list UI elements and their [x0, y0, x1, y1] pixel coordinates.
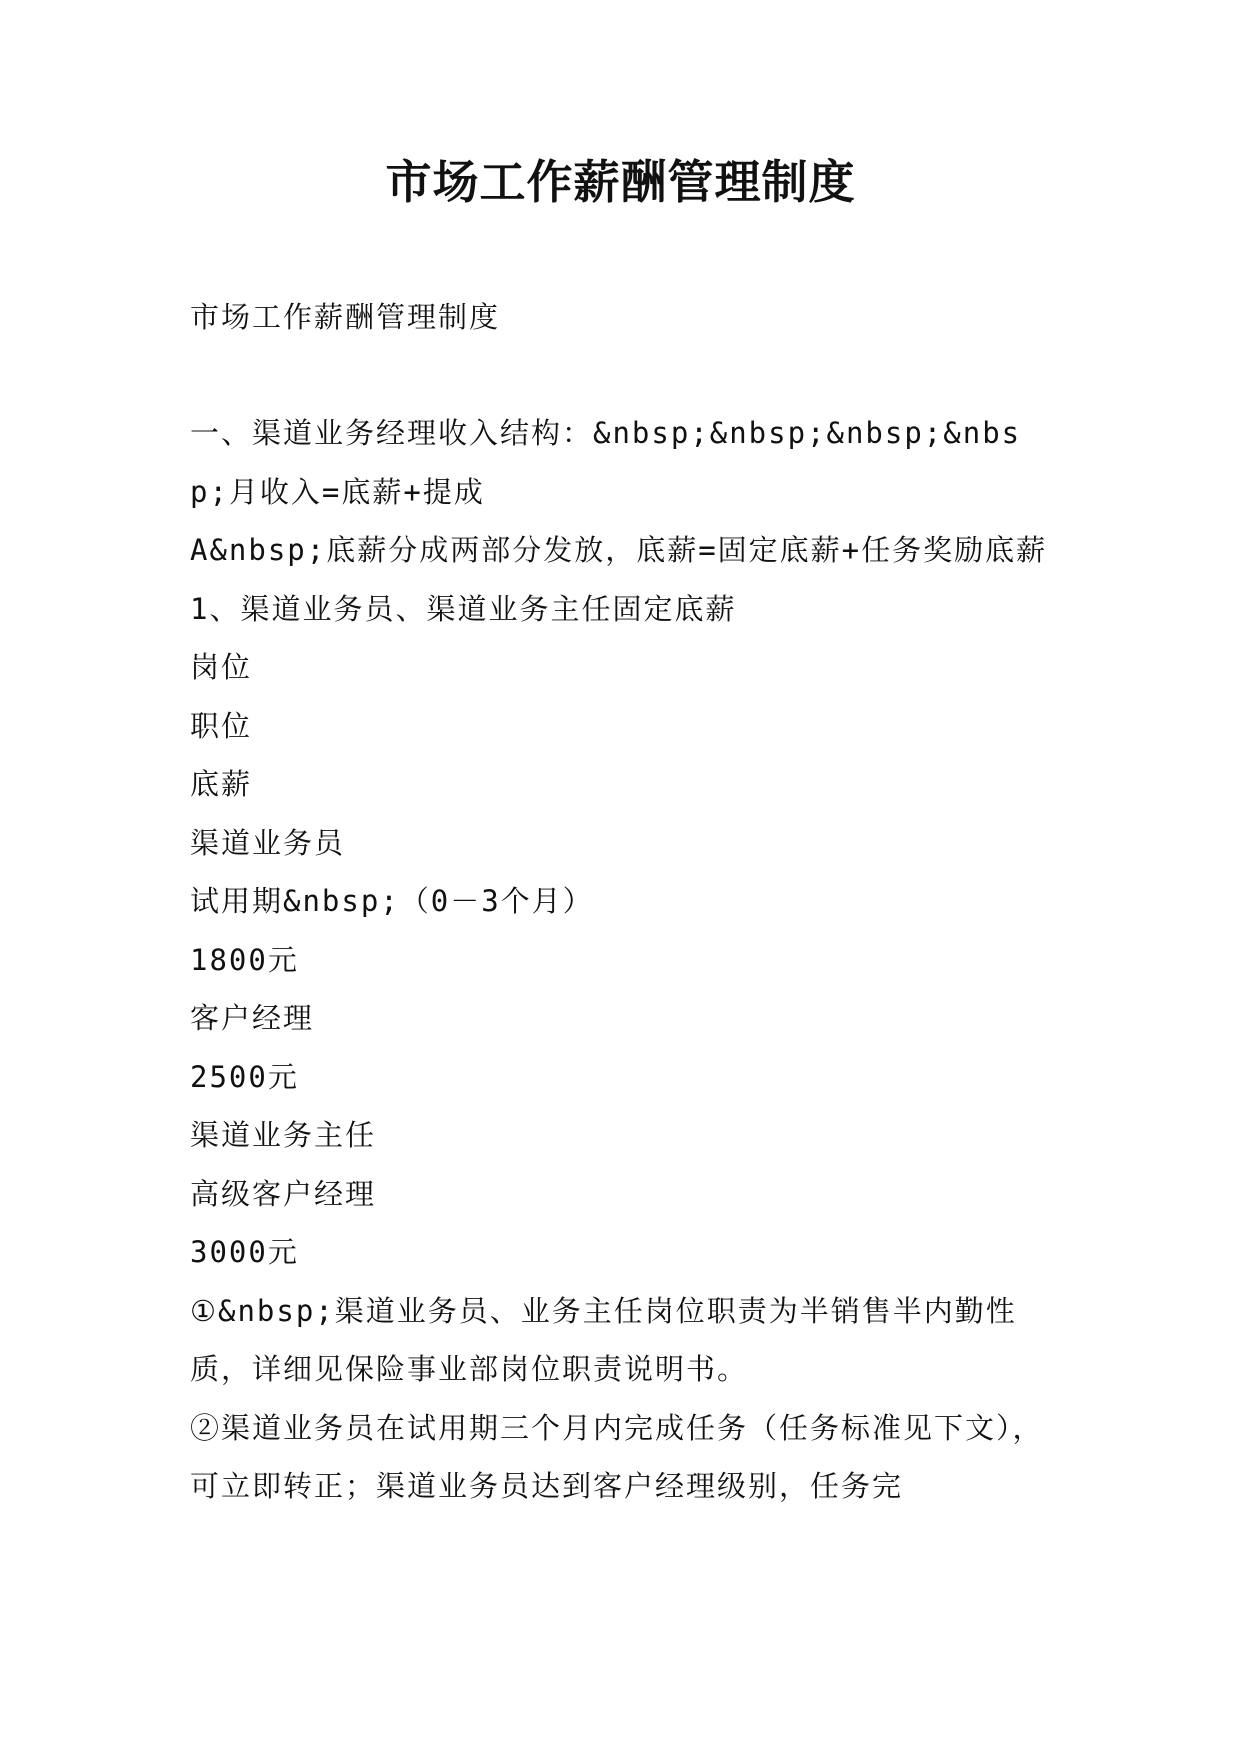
document-subtitle: 市场工作薪酬管理制度: [190, 300, 501, 334]
paragraph-note-1: ①&nbsp;渠道业务员、业务主任岗位职责为半销售半内勤性质，详细见保险事业部岗位职责说明书。: [190, 1293, 1017, 1386]
paragraph-channel-supervisor: 渠道业务主任: [190, 1118, 377, 1152]
document-body: [190, 288, 1050, 1516]
paragraph-fixed-base-heading: 1、渠道业务员、渠道业务主任固定底薪: [190, 591, 737, 626]
paragraph-amount-1800: 1800元: [190, 942, 299, 977]
paragraph-channel-salesperson: 渠道业务员: [190, 825, 346, 860]
paragraph-probation: 试用期&nbsp;（0－3个月）: [190, 884, 594, 918]
paragraph-base-salary: A&nbsp;底薪分成两部分发放，底薪=固定底薪+任务奖励底薪: [190, 533, 1048, 567]
paragraph-income-structure: 一、渠道业务经理收入结构：&nbsp;&nbsp;&nbsp;&nbsp;月收入=底薪+提成: [190, 416, 1022, 509]
paragraph-account-manager: 客户经理: [190, 1001, 315, 1035]
paragraph-salary-label: 底薪: [190, 767, 253, 801]
document-title: 市场工作薪酬管理制度: [385, 155, 856, 209]
paragraph-post-label: 岗位: [190, 650, 253, 684]
paragraph-note-2: ②渠道业务员在试用期三个月内完成任务（任务标准见下文），可立即转正；渠道业务员达到客户经理级别，任务完: [190, 1410, 1044, 1503]
paragraph-position-label: 职位: [190, 708, 253, 743]
paragraph-amount-3000: 3000元: [190, 1235, 299, 1269]
paragraph-senior-account-manager: 高级客户经理: [190, 1176, 377, 1211]
paragraph-amount-2500: 2500元: [190, 1059, 299, 1094]
